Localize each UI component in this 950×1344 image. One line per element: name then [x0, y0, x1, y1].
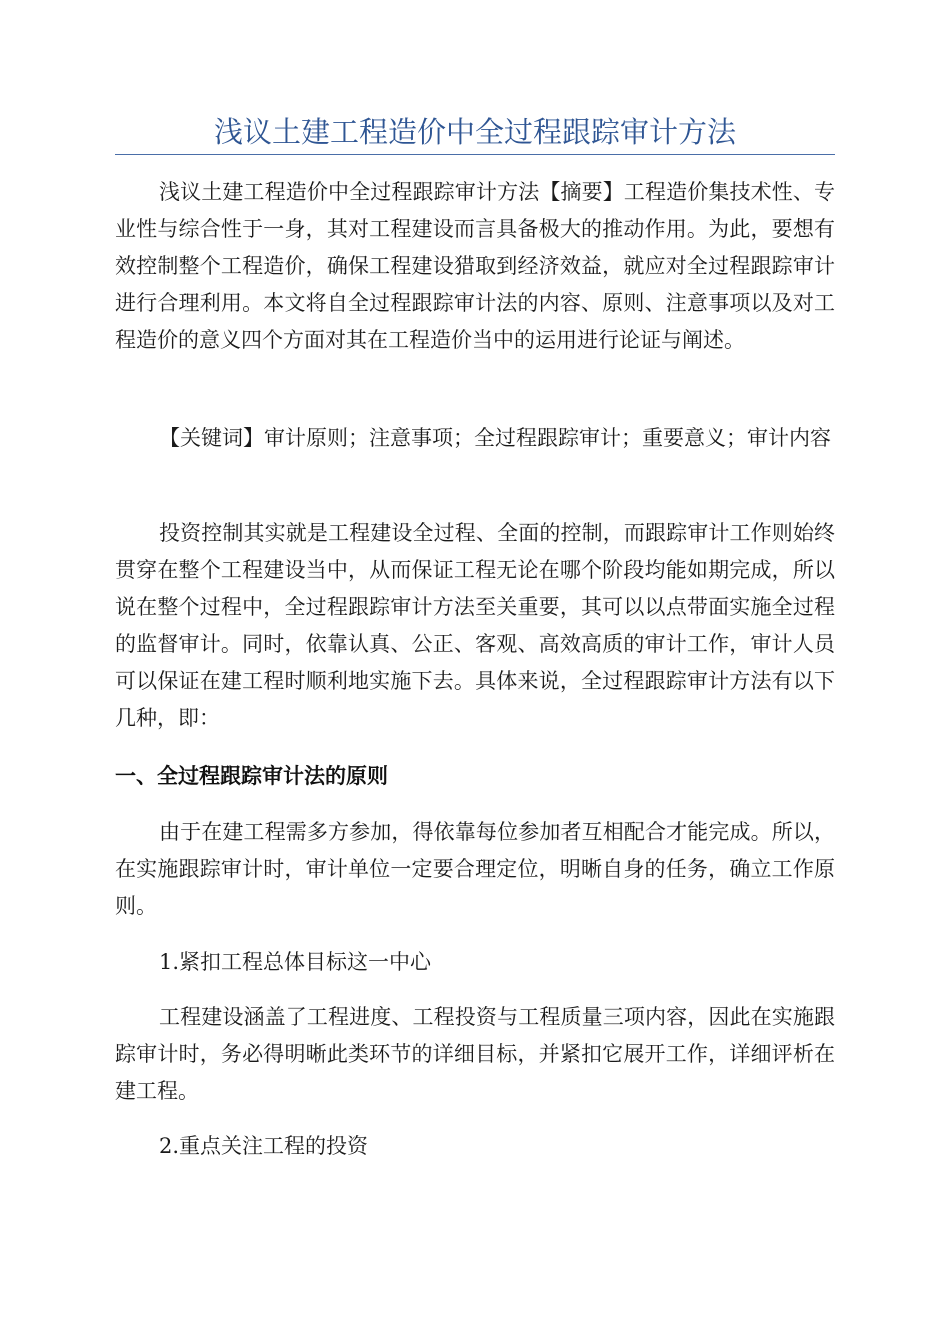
item-1-body: 工程建设涵盖了工程进度、工程投资与工程质量三项内容，因此在实施跟踪审计时，务必得明晰此类环节的详细目标，并紧扣它展开工作，详细评析在建工程。	[115, 1005, 835, 1103]
title-underline	[115, 154, 835, 155]
abstract-paragraph: 浅议土建工程造价中全过程跟踪审计方法【摘要】工程造价集技术性、专业性与综合性于一身，其对工程建设而言具备极大的推动作用。为此，要想有效控制整个工程造价，确保工程建设猎取到经济效益，就应对全过程跟踪审计进行合理利用。本文将自全过程跟踪审计法的内容、原则、注意事项以及对工程造价的意义四个方面对其在工程造价当中的运用进行论证与阐述。	[115, 180, 835, 352]
item-2-heading: 2.重点关注工程的投资	[159, 1134, 369, 1158]
section-1-intro-paragraph: 由于在建工程需多方参加，得依靠每位参加者互相配合才能完成。所以，在实施跟踪审计时，审计单位一定要合理定位，明晰自身的任务，确立工作原则。	[115, 820, 835, 918]
keywords-paragraph: 【关键词】审计原则；注意事项；全过程跟踪审计；重要意义；审计内容	[159, 426, 831, 450]
item-1-heading: 1.紧扣工程总体目标这一中心	[159, 950, 432, 974]
intro-paragraph: 投资控制其实就是工程建设全过程、全面的控制，而跟踪审计工作则始终贯穿在整个工程建设当中，从而保证工程无论在哪个阶段均能如期完成，所以说在整个过程中，全过程跟踪审计方法至关重要，其可以以点带面实施全过程的监督审计。同时，依靠认真、公正、客观、高效高质的审计工作，审计人员可以保证在建工程时顺利地实施下去。具体来说，全过程跟踪审计方法有以下几种，即：	[115, 521, 835, 730]
document-title: 浅议土建工程造价中全过程跟踪审计方法	[213, 115, 736, 149]
section-1-heading: 一、全过程跟踪审计法的原则	[115, 764, 388, 788]
